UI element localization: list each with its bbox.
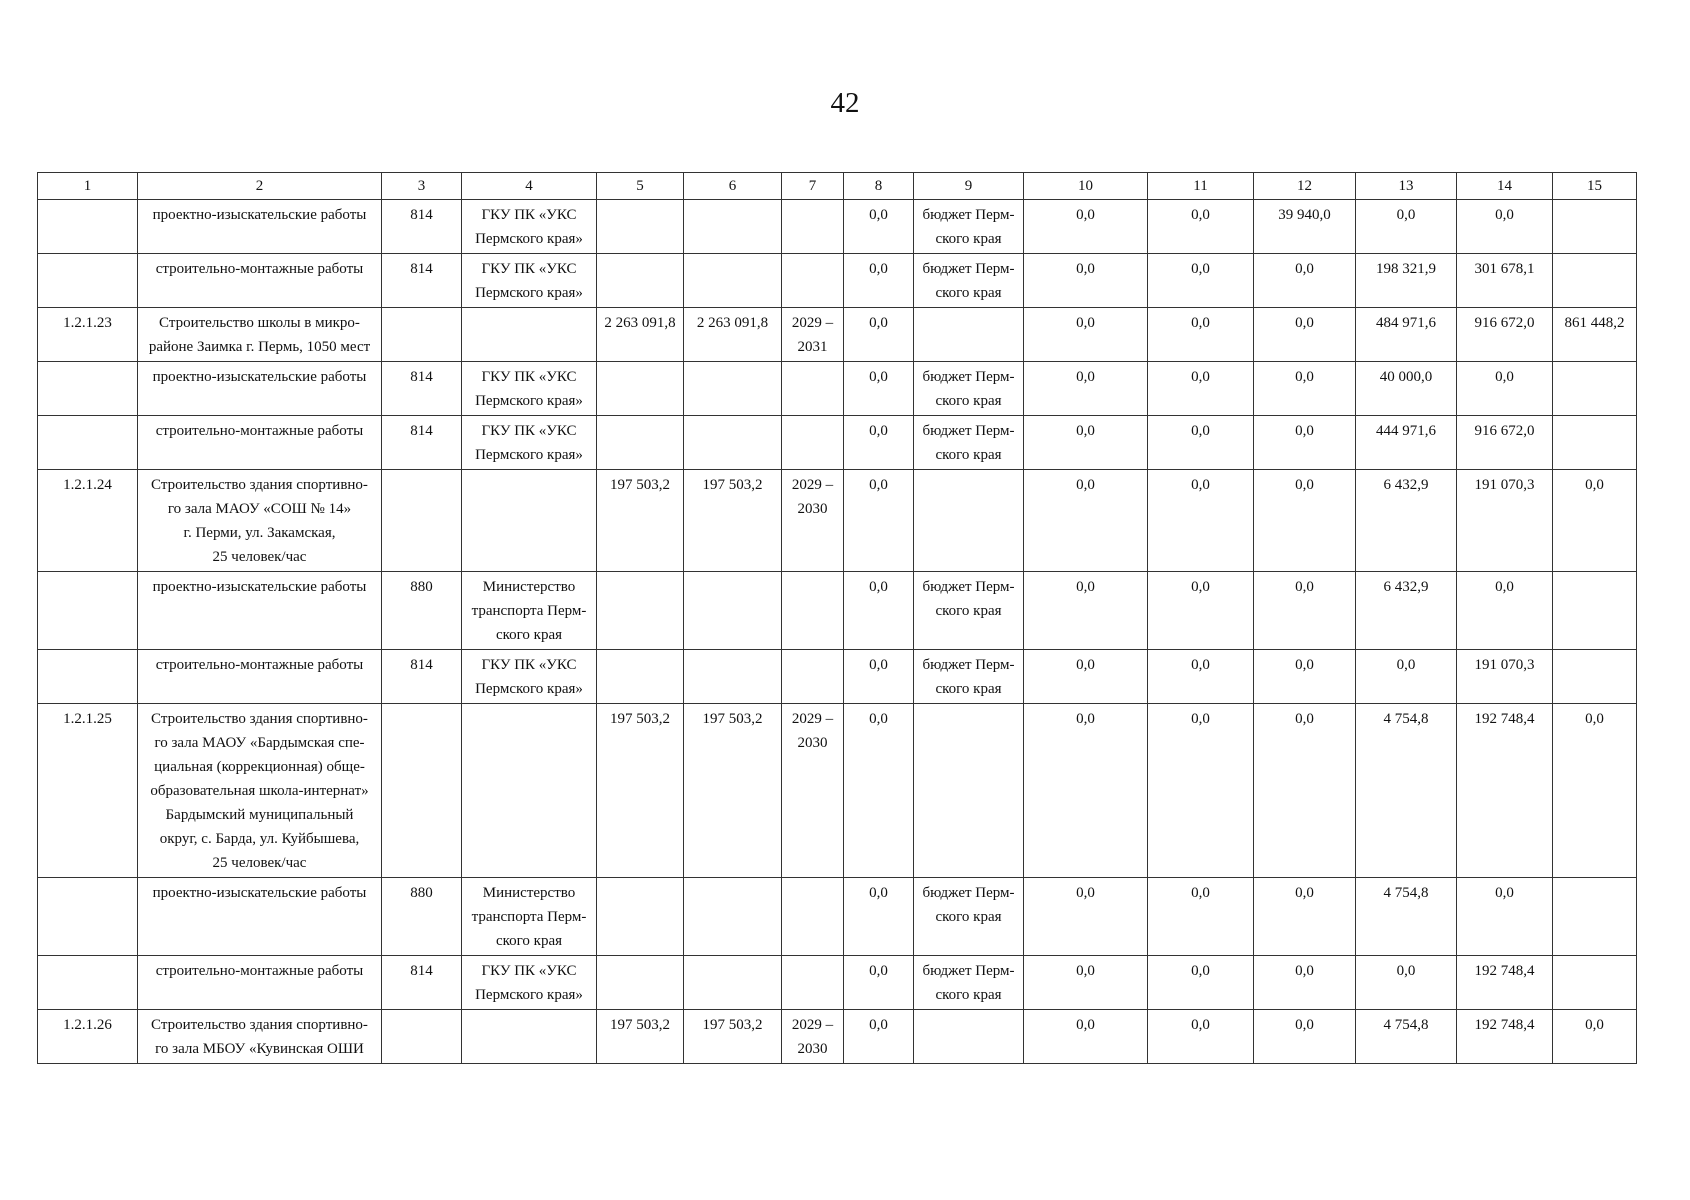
table-row: [38, 650, 1637, 704]
value-col-11: 0,0: [1148, 650, 1254, 704]
value-col-8: 0,0: [844, 1010, 914, 1064]
executor: ГКУ ПК «УКС Пермского края»: [462, 362, 597, 416]
funding-source: бюджет Перм- ского края: [914, 200, 1024, 254]
column-header-8: 8: [844, 173, 914, 200]
table-row: [38, 308, 1637, 362]
measure-name: Строительство школы в микро- районе Заимка г. Пермь, 1050 мест: [138, 308, 382, 362]
row-code: 1.2.1.23: [38, 308, 138, 362]
measure-name: проектно-изыскательские работы: [138, 878, 382, 956]
executor: ГКУ ПК «УКС Пермского края»: [462, 956, 597, 1010]
value-col-14: 192 748,4: [1457, 956, 1553, 1010]
budget-table: [37, 172, 1637, 1064]
executor: ГКУ ПК «УКС Пермского края»: [462, 650, 597, 704]
grbs-code: 814: [382, 362, 462, 416]
column-header-3: 3: [382, 173, 462, 200]
measure-name: строительно-монтажные работы: [138, 254, 382, 308]
value-col-12: 0,0: [1254, 470, 1356, 572]
grbs-code: 880: [382, 572, 462, 650]
value-col-11: 0,0: [1148, 416, 1254, 470]
column-header-6: 6: [684, 173, 782, 200]
period: [782, 572, 844, 650]
executor: [462, 704, 597, 878]
value-col-8: 0,0: [844, 878, 914, 956]
value-col-15: [1553, 416, 1637, 470]
grbs-code: 814: [382, 254, 462, 308]
row-code: [38, 362, 138, 416]
value-col-15: [1553, 572, 1637, 650]
remaining-cost: 2 263 091,8: [684, 308, 782, 362]
period: [782, 362, 844, 416]
table-row: [38, 572, 1637, 650]
period: [782, 878, 844, 956]
executor: ГКУ ПК «УКС Пермского края»: [462, 200, 597, 254]
remaining-cost: [684, 956, 782, 1010]
value-col-12: 0,0: [1254, 650, 1356, 704]
value-col-12: 0,0: [1254, 1010, 1356, 1064]
value-col-11: 0,0: [1148, 254, 1254, 308]
value-col-8: 0,0: [844, 956, 914, 1010]
funding-source: бюджет Перм- ского края: [914, 362, 1024, 416]
value-col-13: 4 754,8: [1356, 878, 1457, 956]
funding-source: бюджет Перм- ского края: [914, 572, 1024, 650]
measure-name: проектно-изыскательские работы: [138, 200, 382, 254]
estimated-cost: [597, 362, 684, 416]
value-col-11: 0,0: [1148, 308, 1254, 362]
value-col-10: 0,0: [1024, 200, 1148, 254]
executor: [462, 1010, 597, 1064]
grbs-code: 880: [382, 878, 462, 956]
measure-name: строительно-монтажные работы: [138, 416, 382, 470]
period: 2029 – 2030: [782, 704, 844, 878]
value-col-14: 916 672,0: [1457, 416, 1553, 470]
value-col-15: [1553, 200, 1637, 254]
column-header-14: 14: [1457, 173, 1553, 200]
funding-source: бюджет Перм- ского края: [914, 416, 1024, 470]
remaining-cost: [684, 254, 782, 308]
value-col-13: 40 000,0: [1356, 362, 1457, 416]
value-col-14: 192 748,4: [1457, 1010, 1553, 1064]
remaining-cost: [684, 650, 782, 704]
grbs-code: 814: [382, 956, 462, 1010]
value-col-12: 0,0: [1254, 362, 1356, 416]
value-col-14: 191 070,3: [1457, 470, 1553, 572]
value-col-13: 0,0: [1356, 200, 1457, 254]
value-col-10: 0,0: [1024, 650, 1148, 704]
value-col-12: 0,0: [1254, 956, 1356, 1010]
funding-source: [914, 1010, 1024, 1064]
estimated-cost: [597, 416, 684, 470]
table-header-row: [38, 173, 1637, 200]
funding-source: [914, 308, 1024, 362]
executor: ГКУ ПК «УКС Пермского края»: [462, 416, 597, 470]
estimated-cost: 197 503,2: [597, 470, 684, 572]
period: [782, 200, 844, 254]
value-col-14: 192 748,4: [1457, 704, 1553, 878]
value-col-10: 0,0: [1024, 572, 1148, 650]
value-col-14: 916 672,0: [1457, 308, 1553, 362]
grbs-code: [382, 308, 462, 362]
measure-name: строительно-монтажные работы: [138, 650, 382, 704]
value-col-11: 0,0: [1148, 956, 1254, 1010]
value-col-14: 0,0: [1457, 362, 1553, 416]
column-header-13: 13: [1356, 173, 1457, 200]
value-col-11: 0,0: [1148, 878, 1254, 956]
value-col-13: 6 432,9: [1356, 572, 1457, 650]
value-col-11: 0,0: [1148, 1010, 1254, 1064]
value-col-15: 0,0: [1553, 704, 1637, 878]
table-row: [38, 470, 1637, 572]
column-header-9: 9: [914, 173, 1024, 200]
row-code: 1.2.1.26: [38, 1010, 138, 1064]
value-col-15: [1553, 254, 1637, 308]
value-col-12: 0,0: [1254, 572, 1356, 650]
column-header-2: 2: [138, 173, 382, 200]
value-col-15: 0,0: [1553, 1010, 1637, 1064]
value-col-12: 0,0: [1254, 308, 1356, 362]
column-header-10: 10: [1024, 173, 1148, 200]
value-col-12: 0,0: [1254, 704, 1356, 878]
remaining-cost: [684, 362, 782, 416]
table-row: [38, 956, 1637, 1010]
column-header-5: 5: [597, 173, 684, 200]
funding-source: бюджет Перм- ского края: [914, 650, 1024, 704]
remaining-cost: [684, 416, 782, 470]
column-header-15: 15: [1553, 173, 1637, 200]
value-col-8: 0,0: [844, 650, 914, 704]
value-col-8: 0,0: [844, 470, 914, 572]
value-col-14: 0,0: [1457, 878, 1553, 956]
value-col-14: 0,0: [1457, 200, 1553, 254]
period: [782, 416, 844, 470]
value-col-8: 0,0: [844, 704, 914, 878]
value-col-13: 4 754,8: [1356, 704, 1457, 878]
value-col-10: 0,0: [1024, 1010, 1148, 1064]
estimated-cost: 197 503,2: [597, 704, 684, 878]
value-col-13: 0,0: [1356, 650, 1457, 704]
grbs-code: [382, 470, 462, 572]
row-code: [38, 416, 138, 470]
remaining-cost: 197 503,2: [684, 470, 782, 572]
value-col-10: 0,0: [1024, 470, 1148, 572]
value-col-10: 0,0: [1024, 956, 1148, 1010]
measure-name: проектно-изыскательские работы: [138, 362, 382, 416]
measure-name: Строительство здания спортивно- го зала МБОУ «Кувинская ОШИ: [138, 1010, 382, 1064]
row-code: [38, 200, 138, 254]
grbs-code: 814: [382, 200, 462, 254]
measure-name: проектно-изыскательские работы: [138, 572, 382, 650]
row-code: [38, 956, 138, 1010]
value-col-11: 0,0: [1148, 704, 1254, 878]
row-code: [38, 254, 138, 308]
period: [782, 650, 844, 704]
value-col-12: 0,0: [1254, 254, 1356, 308]
value-col-8: 0,0: [844, 572, 914, 650]
value-col-8: 0,0: [844, 416, 914, 470]
column-header-11: 11: [1148, 173, 1254, 200]
executor: [462, 308, 597, 362]
value-col-11: 0,0: [1148, 362, 1254, 416]
value-col-14: 191 070,3: [1457, 650, 1553, 704]
executor: Министерство транспорта Перм- ского края: [462, 572, 597, 650]
value-col-15: [1553, 956, 1637, 1010]
value-col-14: 301 678,1: [1457, 254, 1553, 308]
table-row: [38, 416, 1637, 470]
row-code: 1.2.1.24: [38, 470, 138, 572]
value-col-12: 0,0: [1254, 878, 1356, 956]
value-col-8: 0,0: [844, 254, 914, 308]
funding-source: бюджет Перм- ского края: [914, 878, 1024, 956]
value-col-11: 0,0: [1148, 200, 1254, 254]
value-col-15: 0,0: [1553, 470, 1637, 572]
value-col-8: 0,0: [844, 308, 914, 362]
column-header-12: 12: [1254, 173, 1356, 200]
funding-source: [914, 704, 1024, 878]
period: 2029 – 2030: [782, 470, 844, 572]
value-col-12: 0,0: [1254, 416, 1356, 470]
value-col-10: 0,0: [1024, 878, 1148, 956]
funding-source: [914, 470, 1024, 572]
row-code: 1.2.1.25: [38, 704, 138, 878]
table-row: [38, 362, 1637, 416]
estimated-cost: [597, 200, 684, 254]
page-number: 42: [830, 87, 860, 119]
value-col-10: 0,0: [1024, 254, 1148, 308]
table-row: [38, 704, 1637, 878]
value-col-10: 0,0: [1024, 362, 1148, 416]
remaining-cost: [684, 878, 782, 956]
period: 2029 – 2030: [782, 1010, 844, 1064]
value-col-10: 0,0: [1024, 308, 1148, 362]
row-code: [38, 572, 138, 650]
funding-source: бюджет Перм- ского края: [914, 956, 1024, 1010]
grbs-code: [382, 1010, 462, 1064]
value-col-15: [1553, 878, 1637, 956]
remaining-cost: 197 503,2: [684, 1010, 782, 1064]
value-col-15: [1553, 362, 1637, 416]
value-col-15: 861 448,2: [1553, 308, 1637, 362]
value-col-8: 0,0: [844, 362, 914, 416]
table-row: [38, 1010, 1637, 1064]
value-col-12: 39 940,0: [1254, 200, 1356, 254]
value-col-8: 0,0: [844, 200, 914, 254]
estimated-cost: [597, 956, 684, 1010]
row-code: [38, 878, 138, 956]
table-row: [38, 254, 1637, 308]
value-col-13: 484 971,6: [1356, 308, 1457, 362]
period: [782, 956, 844, 1010]
value-col-11: 0,0: [1148, 572, 1254, 650]
value-col-10: 0,0: [1024, 416, 1148, 470]
value-col-14: 0,0: [1457, 572, 1553, 650]
executor: ГКУ ПК «УКС Пермского края»: [462, 254, 597, 308]
table-row: [38, 200, 1637, 254]
remaining-cost: 197 503,2: [684, 704, 782, 878]
remaining-cost: [684, 572, 782, 650]
grbs-code: [382, 704, 462, 878]
value-col-13: 444 971,6: [1356, 416, 1457, 470]
estimated-cost: 2 263 091,8: [597, 308, 684, 362]
estimated-cost: [597, 650, 684, 704]
table-body: [38, 200, 1637, 1064]
period: 2029 – 2031: [782, 308, 844, 362]
funding-source: бюджет Перм- ского края: [914, 254, 1024, 308]
remaining-cost: [684, 200, 782, 254]
value-col-13: 198 321,9: [1356, 254, 1457, 308]
value-col-11: 0,0: [1148, 470, 1254, 572]
column-header-4: 4: [462, 173, 597, 200]
value-col-13: 6 432,9: [1356, 470, 1457, 572]
measure-name: Строительство здания спортивно- го зала МАОУ «СОШ № 14» г. Перми, ул. Закамская, 25 человек/час: [138, 470, 382, 572]
estimated-cost: [597, 572, 684, 650]
column-header-1: 1: [38, 173, 138, 200]
estimated-cost: 197 503,2: [597, 1010, 684, 1064]
grbs-code: 814: [382, 416, 462, 470]
table-row: [38, 878, 1637, 956]
executor: [462, 470, 597, 572]
executor: Министерство транспорта Перм- ского края: [462, 878, 597, 956]
value-col-13: 4 754,8: [1356, 1010, 1457, 1064]
value-col-10: 0,0: [1024, 704, 1148, 878]
measure-name: Строительство здания спортивно- го зала МАОУ «Бардымская спе- циальная (коррекционная) обще- образовательная школа-интернат» Бардымский муниципальный округ, с. Барда, ул. Куйбышева, 25 человек/час: [138, 704, 382, 878]
row-code: [38, 650, 138, 704]
value-col-15: [1553, 650, 1637, 704]
estimated-cost: [597, 878, 684, 956]
period: [782, 254, 844, 308]
estimated-cost: [597, 254, 684, 308]
measure-name: строительно-монтажные работы: [138, 956, 382, 1010]
column-header-7: 7: [782, 173, 844, 200]
grbs-code: 814: [382, 650, 462, 704]
value-col-13: 0,0: [1356, 956, 1457, 1010]
